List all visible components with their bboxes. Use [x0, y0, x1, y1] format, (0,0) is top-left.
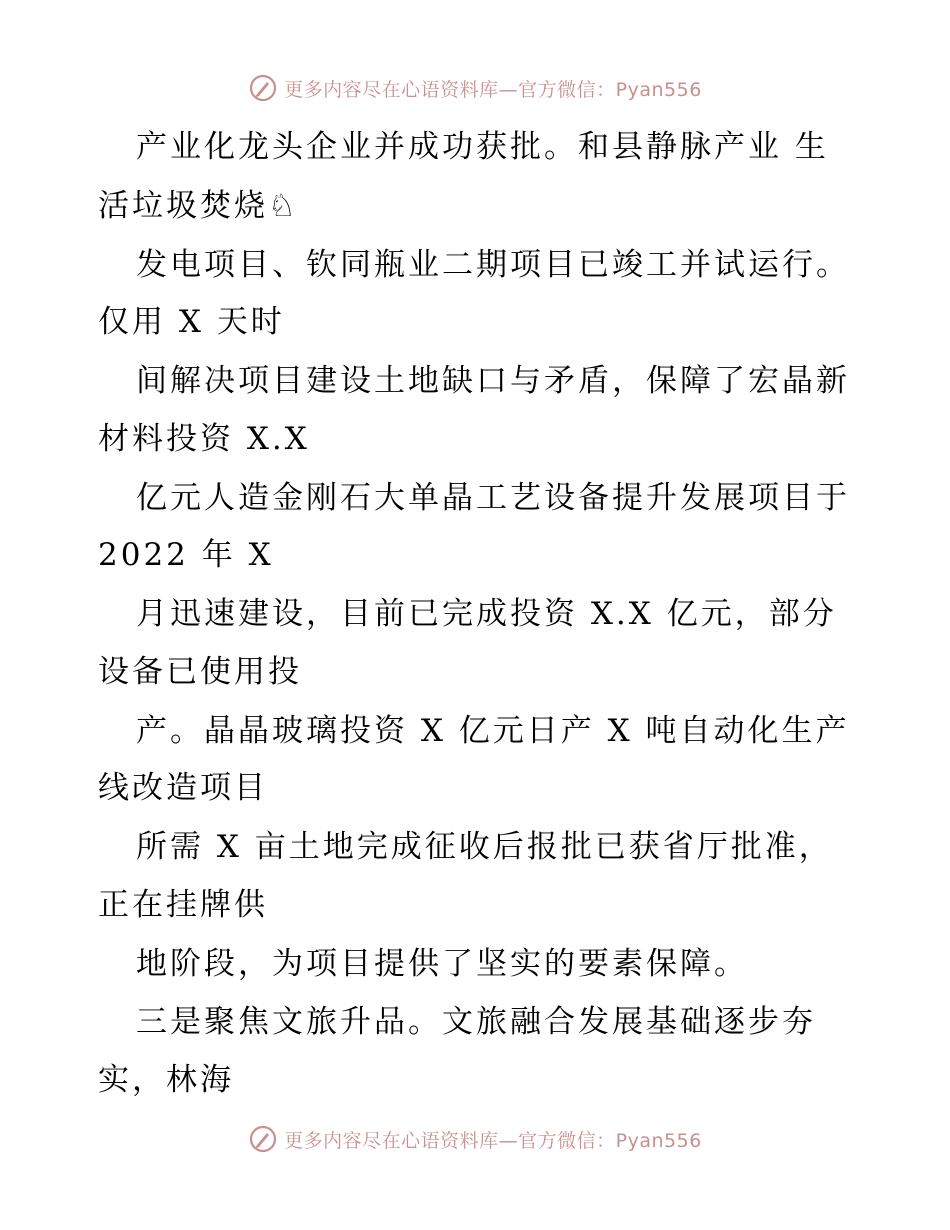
- text-line: 活垃圾焚烧♘: [98, 188, 299, 224]
- footer-watermark: [0, 1121, 950, 1157]
- text-line: 仅用 X 天时: [98, 304, 285, 340]
- text-line: 月迅速建设，目前已完成投资 X.X 亿元，部分: [136, 596, 837, 632]
- text-line: 产业化龙头企业并成功获批。和县静脉产业 生: [136, 129, 829, 165]
- text-line: 产。晶晶玻璃投资 X 亿元日产 X 吨自动化生产: [136, 713, 850, 749]
- text-line: 亿元人造金刚石大单晶工艺设备提升发展项目于: [136, 480, 850, 516]
- text-line: 线改造项目: [98, 770, 268, 806]
- text-line: 2022 年 X: [98, 537, 274, 573]
- text-line: 间解决项目建设土地缺口与矛盾，保障了宏晶新: [136, 363, 850, 399]
- quill-logo-icon: [248, 1124, 278, 1154]
- text-line: 设备已使用投: [98, 654, 302, 690]
- text-line: 发电项目、钦同瓶业二期项目已竣工并试运行。: [136, 247, 850, 283]
- text-line: 正在挂牌供: [98, 887, 268, 923]
- text-line: 所需 X 亩土地完成征收后报批已获省厅批准，: [136, 829, 833, 865]
- text-line: 地阶段，为项目提供了坚实的要素保障。: [136, 946, 748, 982]
- watermark-text: 更多内容尽在心语资料库—官方微信：Pyan556: [284, 1129, 702, 1152]
- watermark-text: 更多内容尽在心语资料库—官方微信：Pyan556: [284, 78, 702, 101]
- text-line: 实，林海: [98, 1062, 234, 1098]
- text-line: 三是聚焦文旅升品。文旅融合发展基础逐步夯: [136, 1004, 816, 1040]
- text-line: 材料投资 X.X: [98, 421, 310, 457]
